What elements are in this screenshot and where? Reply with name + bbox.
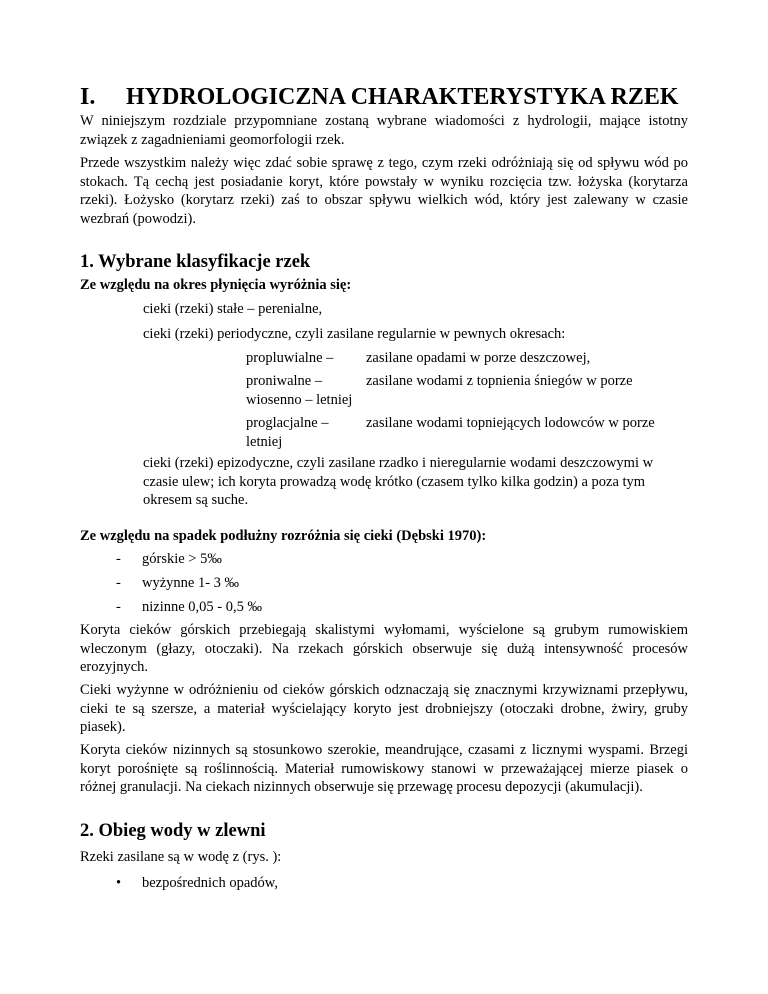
chapter-heading bbox=[80, 83, 690, 111]
slope-item-lowland bbox=[116, 598, 516, 617]
pluvial-desc: zasilane opadami w porze deszczowej, bbox=[366, 350, 591, 366]
flow-classification-heading: Ze względu na okres płynięcia wyróżnia się: bbox=[80, 277, 352, 293]
episodic-streams: cieki (rzeki) epizodyczne, czyli zasilane rzadko i nieregularnie wodami deszczowymi w czasie ulew; ich koryta prowadzą wodę krótko (czasem tylko kilka godzin) a poza tym okresem są suche. bbox=[143, 455, 654, 508]
list-dash: - bbox=[116, 575, 121, 591]
glacial-continuation: letniej bbox=[246, 433, 283, 450]
slope-item-text: górskie > 5‰ bbox=[142, 551, 222, 567]
list-item bbox=[116, 874, 616, 893]
section-2-lead: Rzeki zasilane są w wodę z (rys. ): bbox=[80, 849, 282, 865]
list-dash: - bbox=[116, 551, 121, 567]
section-1-title: 1. Wybrane klasyfikacje rzek bbox=[80, 252, 311, 272]
intro-paragraph-2: Przede wszystkim należy więc zdać sobie sprawę z tego, czym rzeki odróżniają się od spływu wód po stokach. Tą cechą jest posiadanie koryt, które powstały w wyniku rozcięcia tzw. łożyska (korytarza rzeki). Łożysko (korytarz rzeki) zaś to obszar spływu wielkich wód, który jest zalewany w czasie wezbrań (powodzi). bbox=[80, 155, 688, 227]
lowland-streams-paragraph: Koryta cieków nizinnych są stosunkowo szerokie, meandrujące, czasami z licznymi wyspami. Brzegi koryt porośnięte są roślinnością. Materiał rumowiskowy stanowi w przeważającej mierze piasek o różnej granulacji. Na ciekach nizinnych obserwuje się przewagę procesu depozycji (akumulacji). bbox=[80, 742, 688, 795]
slope-item-upland bbox=[116, 574, 516, 593]
slope-item-text: wyżynne 1- 3 ‰ bbox=[142, 575, 240, 591]
chapter-number: I. bbox=[80, 84, 96, 110]
nival-term: proniwalne – bbox=[246, 373, 323, 389]
glacial-desc: zasilane wodami topniejących lodowców w porze bbox=[366, 415, 655, 431]
section-2-title: 2. Obieg wody w zlewni bbox=[80, 821, 266, 841]
intro-paragraph-1: W niniejszym rozdziale przypomniane zostaną wybrane wiadomości z hydrologii, mające istotny związek z zagadnieniami geomorfologii rzek. bbox=[80, 113, 688, 148]
slope-item-mountain bbox=[116, 550, 516, 569]
glacial-term: proglacjalne – bbox=[246, 415, 329, 431]
list-dash: - bbox=[116, 599, 121, 615]
pluvial-term: propluwialne – bbox=[246, 350, 334, 366]
bullet-icon: • bbox=[116, 875, 122, 891]
mountain-streams-paragraph: Koryta cieków górskich przebiegają skalistymi wyłomami, wyścielone są grubym rumowiskiem wleczonym (głazy, otoczaki). Na rzekach górskich obserwuje się dużą intensywność procesów erozyjnych. bbox=[80, 622, 688, 675]
pluvial-type bbox=[246, 349, 696, 368]
permanent-streams: cieki (rzeki) stałe – perenialne, bbox=[143, 301, 323, 317]
slope-classification-heading: Ze względu na spadek podłużny rozróżnia się cieki (Dębski 1970): bbox=[80, 528, 487, 544]
list-item-text: bezpośrednich opadów, bbox=[142, 875, 278, 891]
chapter-title: HYDROLOGICZNA CHARAKTERYSTYKA RZEK bbox=[126, 84, 679, 110]
periodic-streams: cieki (rzeki) periodyczne, czyli zasilane regularnie w pewnych okresach: bbox=[143, 326, 566, 342]
slope-item-text: nizinne 0,05 - 0,5 ‰ bbox=[142, 599, 263, 615]
upland-streams-paragraph: Cieki wyżynne w odróżnieniu od cieków górskich odznaczają się znacznymi krzywiznami przepływu, cieki te są szersze, a materiał wyścielający koryto jest drobniejszy (otoczaki drobne, żwiry, gruby piasek). bbox=[80, 682, 688, 735]
glacial-type bbox=[246, 414, 696, 451]
nival-desc: zasilane wodami z topnienia śniegów w porze bbox=[366, 373, 633, 389]
nival-continuation: wiosenno – letniej bbox=[246, 391, 353, 408]
nival-type bbox=[246, 372, 696, 409]
